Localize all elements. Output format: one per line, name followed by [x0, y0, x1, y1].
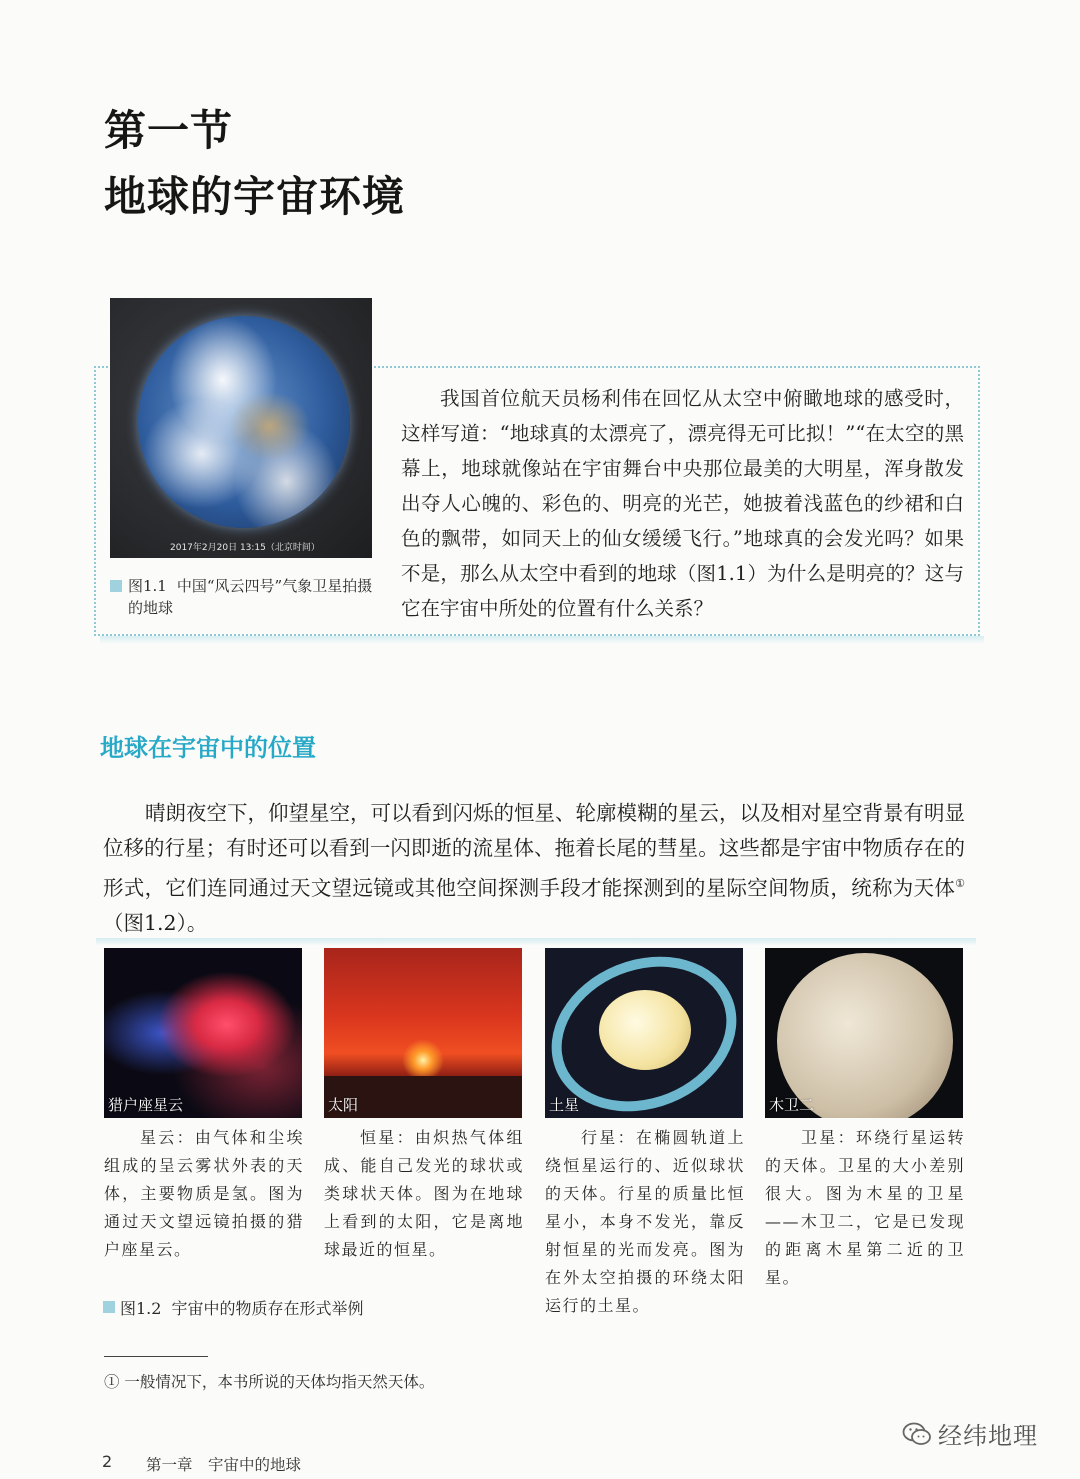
figure-number: 图1.2: [120, 1299, 162, 1318]
footnote: ① 一般情况下，本书所说的天体均指天然天体。: [104, 1373, 435, 1391]
figure-1-caption: [128, 575, 373, 619]
footnote-rule: [104, 1356, 208, 1357]
photo-label: 木卫二: [769, 1096, 815, 1114]
saturn-photo: [545, 948, 743, 1118]
earth-globe: [138, 316, 350, 528]
footnote-reference[interactable]: ①: [955, 877, 965, 890]
planet-description: 行星：在椭圆轨道上绕恒星运行的、近似球状的天体。行星的质量比恒星小，本身不发光，靠反射恒星的光而发亮。图为在外太空拍摄的环绕太阳运行的土星。: [545, 1128, 745, 1315]
figure-number: 图1.1: [128, 577, 167, 595]
nebula-description: 星云：由气体和尘埃组成的呈云雾状外表的天体，主要物质是氢。图为通过天文望远镜拍摄的猎户座星云。: [104, 1128, 304, 1259]
intro-paragraph: 我国首位航天员杨利伟在回忆从太空中俯瞰地球的感受时，这样写道：“地球真的太漂亮了，漂亮得无可比拟！”“在太空的黑幕上，地球就像站在宇宙舞台中央那位最美的大明星，浑身散发出夺人心魄的、彩色的、明亮的光芒，她披着浅蓝色的纱裙和白色的飘带，如同天上的仙女缓缓飞行。”地球真的会发光吗？如果不是，那么从太空中看到的地球（图1.1）为什么是明亮的？这与它在宇宙中所处的位置有什么关系？: [401, 387, 964, 620]
sun-photo: [324, 948, 522, 1118]
photo-timestamp: 2017年2月20日 13:15（北京时间）: [170, 543, 320, 553]
nebula-photo: [104, 948, 302, 1118]
caption-marker: [110, 580, 122, 592]
figure-caption-text: 宇宙中的物质存在形式举例: [171, 1299, 364, 1318]
chapter-title: 第一章 宇宙中的地球: [146, 1456, 302, 1474]
body-text-tail: （图1.2）。: [103, 910, 208, 935]
figure-caption-text: 中国“风云四号”气象卫星拍摄的地球: [128, 577, 373, 617]
body-text-main: 晴朗夜空下，仰望星空，可以看到闪烁的恒星、轮廓模糊的星云，以及相对星空背景有明显位移的行星；有时还可以看到一闪即逝的流星体、拖着长尾的彗星。这些都是宇宙中物质存在的形式，它们连同通过天文望远镜或其他空间探测手段才能探测到的星际空间物质，统称为天体: [103, 801, 965, 900]
figure-band: [96, 938, 976, 946]
photo-label: 猎户座星云: [108, 1096, 184, 1114]
photo-label: 土星: [549, 1096, 580, 1114]
subsection-heading: 地球在宇宙中的位置: [100, 734, 316, 762]
photo-label: 太阳: [328, 1096, 359, 1114]
wechat-brand: [902, 1416, 1038, 1451]
page-title: 地球的宇宙环境: [104, 172, 406, 221]
brand-name: 经纬地理: [938, 1422, 1038, 1450]
caption-marker: [103, 1301, 115, 1313]
figure-2-caption: [120, 1296, 363, 1319]
wechat-icon: [902, 1421, 932, 1447]
europa-photo: [765, 948, 963, 1118]
intro-box-shadow: [100, 636, 984, 644]
page-number: 2: [102, 1452, 113, 1471]
section-number: 第一节: [104, 106, 234, 155]
body-paragraph: [103, 796, 965, 941]
satellite-description: 卫星：环绕行星运转的天体。卫星的大小差别很大。图为木星的卫星——木卫二，它是已发现的距离木星第二近的卫星。: [765, 1128, 965, 1287]
star-description: 恒星：由炽热气体组成、能自己发光的球状或类球状天体。图为在地球上看到的太阳，它是离地球最近的恒星。: [324, 1128, 524, 1259]
earth-photo: [110, 298, 372, 558]
saturn-planet: [599, 990, 691, 1070]
